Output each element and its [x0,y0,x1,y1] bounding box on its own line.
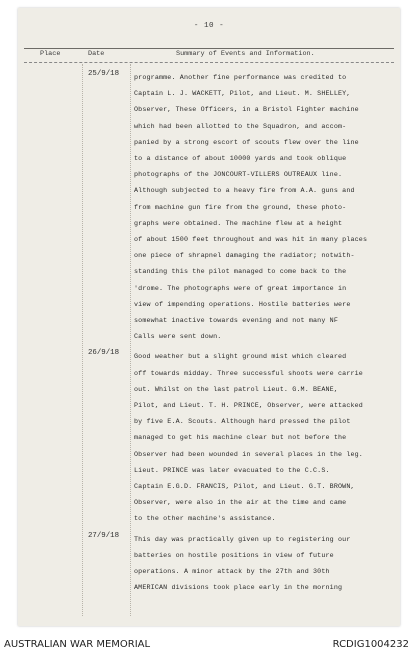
diary-entry [18,349,400,527]
text-line: photographs of the JONCOURT-VILLERS OUTREAUX line. [134,171,343,180]
header-place: Place [40,50,61,58]
column-header-row [18,50,400,62]
header-summary: Summary of Events and Information. [176,50,315,58]
entry-date: 26/9/18 [88,349,120,358]
text-line: graphs were obtained. The machine flew at a height [134,219,343,228]
text-line: off towards midday. Three successful shoots were carrie [134,369,363,378]
text-line: to a distance of about 10000 yards and took oblique [134,155,347,164]
diary-entry [18,532,400,597]
text-line: This day was practically given up to registering our [134,535,351,544]
header-date: Date [88,50,105,58]
text-line: Observer, were also in the air at the time and came [134,499,347,508]
text-line: Captain L. J. WACKETT, Pilot, and Lieut. M. SHELLEY, [134,90,351,99]
text-line: view of impending operations. Hostile batteries were [134,300,351,309]
entry-text [134,349,394,527]
text-line: of about 1500 feet throughout and was hit in many places [134,236,368,245]
text-line: which had been allotted to the Squadron, and accom- [134,122,347,131]
text-line: Observer had been wounded in several places in the leg. [134,450,363,459]
text-line: out. Whilst on the last patrol Lieut. G.M. BEANE, [134,385,338,394]
text-line: Pilot, and Lieut. T. H. PRINCE, Observer, were attacked [134,402,363,411]
entry-text [134,70,394,345]
page-number: - 10 - [193,22,225,30]
footer-institution: AUSTRALIAN WAR MEMORIAL [4,639,151,650]
text-line: Observer, These Officers, in a Bristol Fighter machine [134,106,359,115]
text-line: programme. Another fine performance was credited to [134,74,347,82]
text-line: by five E.A. Scouts. Although hard pressed the pilot [134,418,351,427]
document-page [18,8,400,626]
text-line: managed to get his machine clear but not before the [134,434,347,443]
text-line: Although subjected to a heavy fire from A.A. guns and [134,187,355,196]
text-line: AMERICAN divisions took place early in the morning [134,584,343,593]
text-line: panied by a strong escort of scouts flew over the line [134,138,359,147]
text-line: one piece of shrapnel damaging the radiator; notwith- [134,252,355,261]
archive-footer [0,636,413,654]
text-line: batteries on hostile positions in view of future [134,551,334,560]
entry-date: 25/9/18 [88,70,120,78]
text-line: to the other machine's assistance. [134,515,276,524]
text-line: somewhat inactive towards evening and not many NF [134,317,338,326]
text-line: Good weather but a slight ground mist which cleared [134,353,347,362]
diary-entry [18,70,400,345]
diary-entries [18,70,400,601]
header-bottom-rule [24,62,394,63]
text-line: Captain E.G.D. FRANCIS, Pilot, and Lieut. G.T. BROWN, [134,483,355,492]
entry-text [134,532,394,597]
entry-date: 27/9/18 [88,531,120,540]
text-line: from machine gun fire from the ground, these photo- [134,203,347,212]
text-line: operations. A minor attack by the 27th and 30th [134,568,330,577]
text-line: Lieut. PRINCE was later evacuated to the C.C.S. [134,466,330,475]
text-line: 'drome. The photographs were of great importance in [134,284,347,293]
footer-record-id: RCDIG1004232 [332,639,409,650]
header-top-rule [24,48,394,49]
text-line: Calls were sent down. [134,333,222,342]
text-line: standing this the pilot managed to come back to the [134,268,347,277]
